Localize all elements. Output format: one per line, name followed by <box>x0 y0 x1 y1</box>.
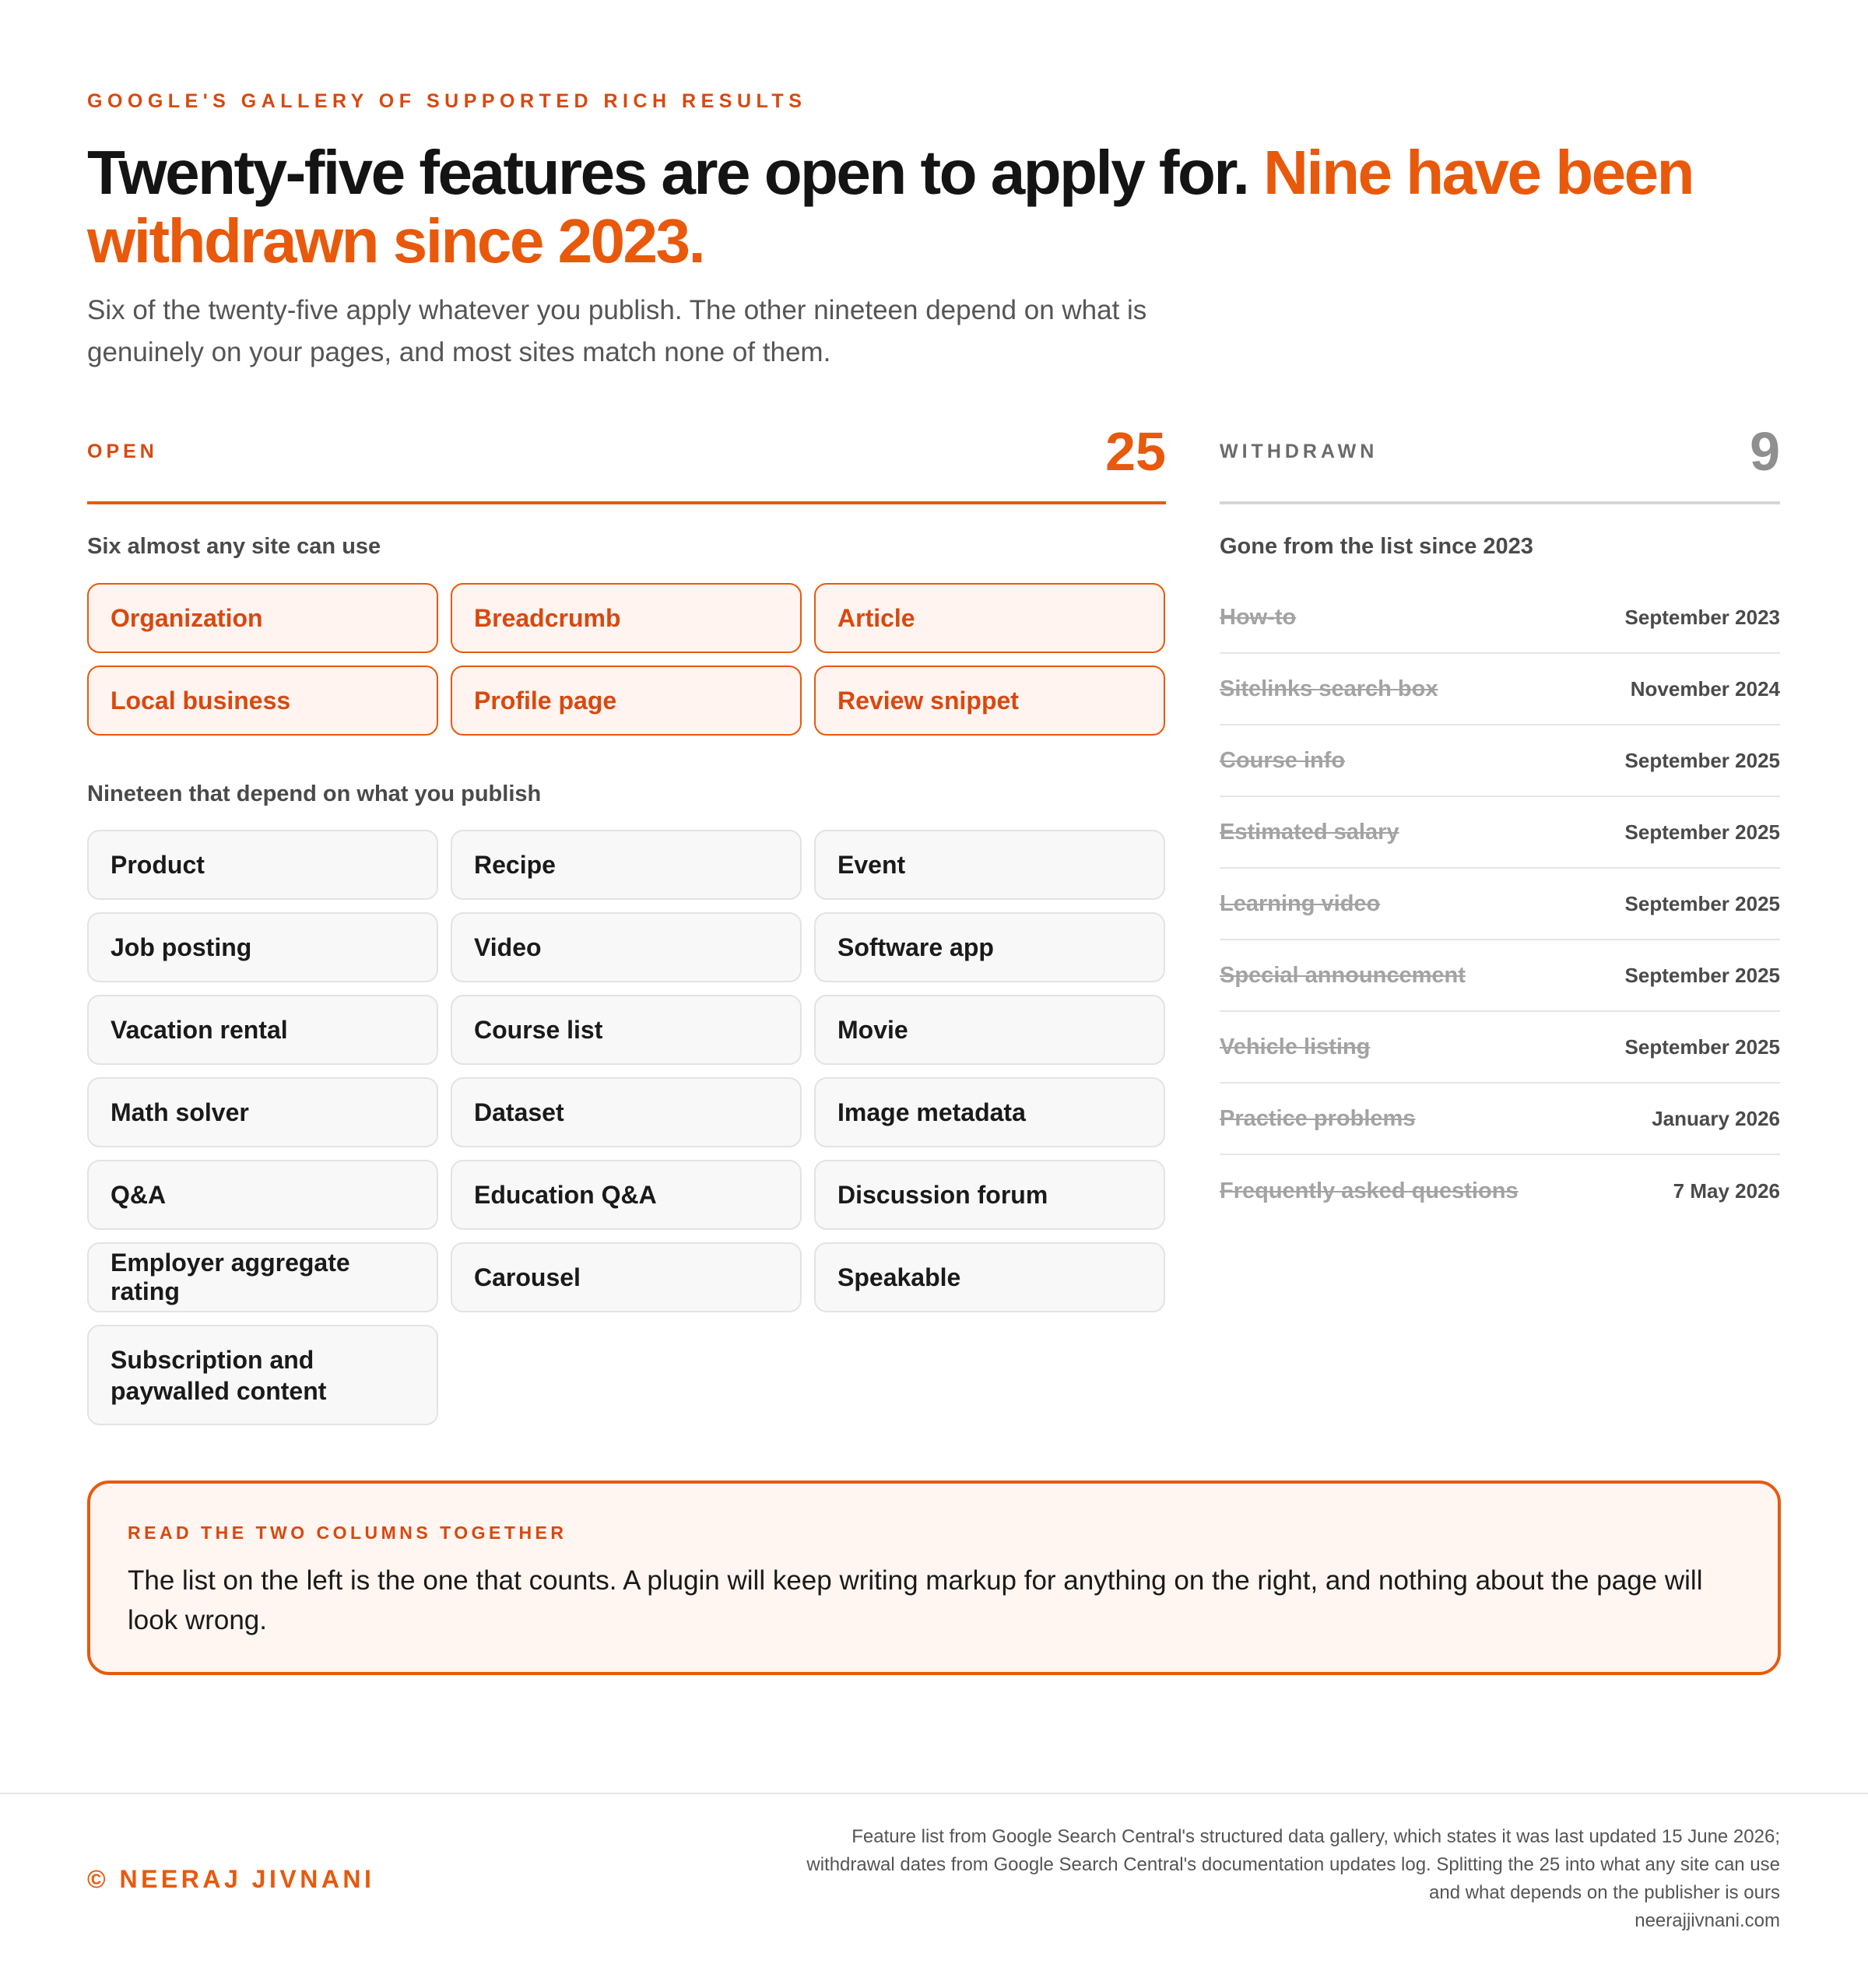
feature-pill: Vacation rental <box>87 995 438 1065</box>
feature-pill: Recipe <box>451 830 802 900</box>
withdrawn-feature-name: How-to <box>1220 604 1297 630</box>
feature-pill: Image metadata <box>814 1077 1165 1147</box>
withdrawn-row <box>1220 1155 1780 1227</box>
withdrawn-count: 9 <box>1750 421 1780 482</box>
footer-divider <box>0 1793 1868 1794</box>
withdrawn-row <box>1220 1012 1780 1084</box>
withdrawn-date: 7 May 2026 <box>1673 1178 1780 1203</box>
group-depends-label: Nineteen that depend on what you publish <box>87 782 542 806</box>
withdrawn-date: September 2025 <box>1624 1034 1780 1059</box>
open-count: 25 <box>1105 421 1166 482</box>
withdrawn-date: September 2025 <box>1624 891 1780 915</box>
withdrawn-label: WITHDRAWN <box>1220 441 1378 462</box>
withdrawn-title: Gone from the list since 2023 <box>1220 534 1533 559</box>
source-url: neerajjivnani.com <box>1634 1910 1780 1931</box>
withdrawn-feature-name: Learning video <box>1220 890 1381 916</box>
note-text: The list on the left is the one that counts. A plugin will keep writing markup for anything on the right, and nothing about the page will look wrong. <box>128 1565 1703 1635</box>
feature-pill: Q&A <box>87 1160 438 1230</box>
withdrawn-row <box>1220 725 1780 797</box>
feature-pill: Local business <box>87 666 438 736</box>
withdrawn-list <box>1220 582 1780 1227</box>
withdrawn-feature-name: Frequently asked questions <box>1220 1178 1519 1203</box>
kicker: GOOGLE'S GALLERY OF SUPPORTED RICH RESULTS <box>87 90 807 112</box>
withdrawn-feature-name: Vehicle listing <box>1220 1034 1371 1059</box>
feature-pill: Course list <box>451 995 802 1065</box>
withdrawn-column-header <box>1220 420 1780 504</box>
callout-note <box>87 1480 1781 1675</box>
feature-pill: Review snippet <box>814 666 1165 736</box>
copyright-credit: © NEERAJ JIVNANI <box>87 1865 375 1893</box>
feature-pill: Event <box>814 830 1165 900</box>
withdrawn-date: September 2025 <box>1624 820 1780 844</box>
withdrawn-feature-name: Special announcement <box>1220 962 1466 988</box>
withdrawn-row <box>1220 1084 1780 1155</box>
withdrawn-feature-name: Practice problems <box>1220 1105 1416 1131</box>
feature-pill: Dataset <box>451 1077 802 1147</box>
withdrawn-row <box>1220 869 1780 940</box>
feature-pill: Organization <box>87 583 438 653</box>
group-depends-grid <box>87 830 1166 1425</box>
feature-pill: Video <box>451 912 802 982</box>
withdrawn-row <box>1220 940 1780 1012</box>
source-note <box>690 1823 1780 1935</box>
withdrawn-row <box>1220 654 1780 725</box>
subhead: Six of the twenty-five apply whatever you publish. The other nineteen depend on what is genuinely on your pages, and most sites match none of them. <box>87 295 1147 367</box>
headline-main: Twenty-five features are open to apply for. <box>87 138 1248 207</box>
withdrawn-feature-name: Estimated salary <box>1220 819 1399 845</box>
feature-pill: Speakable <box>814 1242 1165 1312</box>
note-label: READ THE TWO COLUMNS TOGETHER <box>128 1523 567 1543</box>
feature-pill: Education Q&A <box>451 1160 802 1230</box>
feature-pill: Employer aggregate rating <box>87 1242 438 1312</box>
feature-pill: Subscription and paywalled content <box>87 1325 438 1425</box>
feature-pill: Carousel <box>451 1242 802 1312</box>
withdrawn-date: September 2023 <box>1624 605 1780 629</box>
withdrawn-row <box>1220 582 1780 654</box>
headline <box>87 139 1815 276</box>
source-line: Feature list from Google Search Central's structured data gallery, which states it was last updated 15 June 2026; <box>851 1826 1780 1847</box>
group-any-label: Six almost any site can use <box>87 534 381 559</box>
withdrawn-date: September 2025 <box>1624 963 1780 987</box>
withdrawn-date: September 2025 <box>1624 748 1780 772</box>
feature-pill: Job posting <box>87 912 438 982</box>
open-label: OPEN <box>87 441 158 462</box>
open-column-header <box>87 420 1166 504</box>
feature-pill: Product <box>87 830 438 900</box>
source-line: and what depends on the publisher is ours <box>1429 1882 1780 1903</box>
source-line: withdrawal dates from Google Search Central's documentation updates log. Splitting the 25 into what any site can use <box>806 1854 1780 1875</box>
feature-pill: Breadcrumb <box>451 583 802 653</box>
feature-pill: Software app <box>814 912 1165 982</box>
withdrawn-feature-name: Sitelinks search box <box>1220 676 1438 701</box>
feature-pill: Math solver <box>87 1077 438 1147</box>
withdrawn-date: November 2024 <box>1630 676 1780 701</box>
headline-accent: Nine have been withdrawn since 2023. <box>87 138 1693 276</box>
feature-pill: Movie <box>814 995 1165 1065</box>
feature-pill: Article <box>814 583 1165 653</box>
group-any-grid <box>87 583 1166 736</box>
withdrawn-date: January 2026 <box>1652 1106 1780 1130</box>
feature-pill: Profile page <box>451 666 802 736</box>
withdrawn-row <box>1220 797 1780 869</box>
withdrawn-feature-name: Course info <box>1220 747 1346 773</box>
feature-pill: Discussion forum <box>814 1160 1165 1230</box>
